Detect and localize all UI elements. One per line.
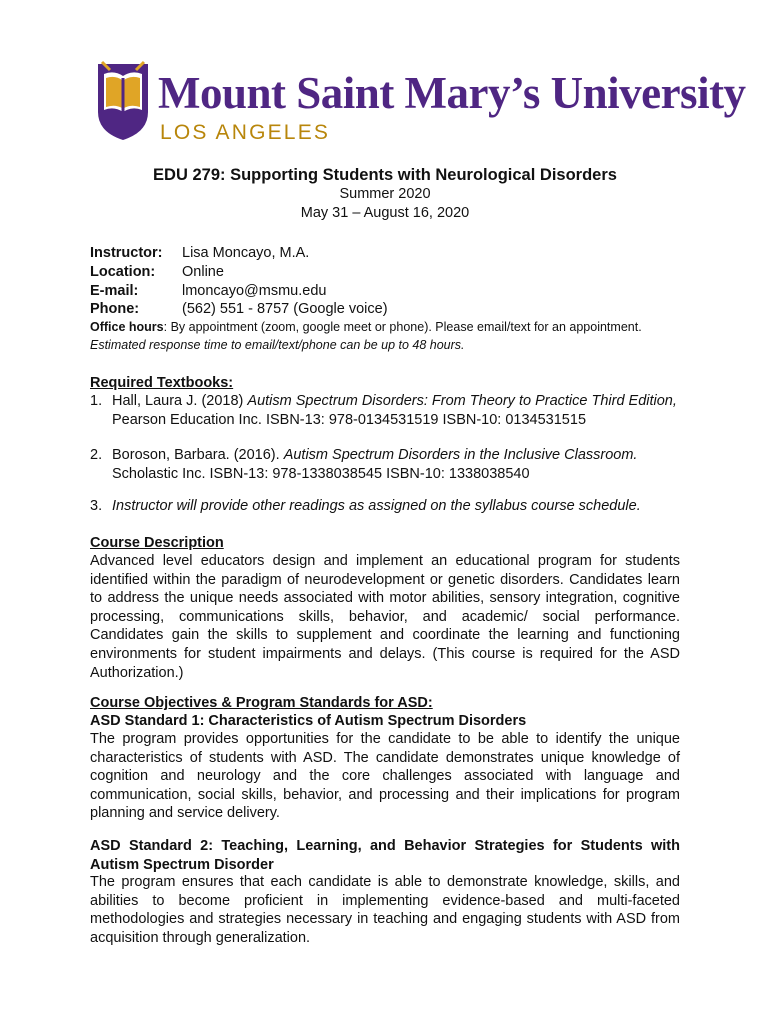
university-logo bbox=[94, 60, 746, 150]
objectives-heading-text: Course Objectives & Program Standards for ASD: bbox=[90, 695, 433, 711]
textbooks-heading-text: Required Textbooks: bbox=[90, 375, 234, 391]
textbook-item-2 bbox=[90, 446, 690, 483]
instructor-label: Instructor: bbox=[90, 245, 163, 261]
email-row bbox=[90, 282, 326, 301]
textbook-title: Autism Spectrum Disorders in the Inclusive Classroom. bbox=[283, 447, 638, 463]
textbook-note: Instructor will provide other readings as assigned on the syllabus course schedule. bbox=[112, 498, 641, 514]
textbook-author: Hall, Laura J. (2018) bbox=[112, 393, 248, 409]
phone-row bbox=[90, 300, 388, 319]
email-value[interactable]: lmoncayo@msmu.edu bbox=[182, 283, 327, 299]
textbook-publisher: Pearson Education Inc. ISBN-13: 978-0134531519 ISBN-10: 0134531515 bbox=[112, 411, 587, 428]
course-description-text: Advanced level educators design and implement an educational program for students identified within the paradigm of neurodevelopment or genetic disorders. Candidates learn to address the unique needs associated with motor abilities, sensory integration, cognitive processing, communications skills, behavior, and academic/ social performance. Candidates gain the skills to supplement and coordinate the learning and functioning environments for student impairments and delays. (This course is required for the ASD Authorization.) bbox=[90, 553, 680, 681]
instructor-row bbox=[90, 244, 309, 263]
course-dates: May 31 – August 16, 2020 bbox=[300, 205, 470, 221]
office-hours-text: : By appointment (zoom, google meet or phone). Please email/text for an appointment. bbox=[163, 320, 642, 334]
list-number: 3. bbox=[90, 498, 103, 514]
office-hours-note: Estimated response time to email/text/phone can be up to 48 hours. bbox=[90, 338, 465, 352]
standard-2-text: The program ensures that each candidate is able to demonstrate knowledge, skills, and abilities to become proficient in implementing evidence-based and multi-faceted methodologies and strategies necessary in teaching and engaging students with ASD from acquisition through generalization. bbox=[90, 874, 680, 946]
location-row bbox=[90, 263, 224, 282]
location-label: Location: bbox=[90, 264, 156, 280]
standard-1-text: The program provides opportunities for the candidate to be able to identify the unique characteristics of students with ASD. The candidate demonstrates unique knowledge of cognition and neurology and the core challenges associated with language and communication, social skills, behavior, and processing and their implications for program planning and service delivery. bbox=[90, 731, 680, 822]
objectives-heading bbox=[90, 694, 680, 713]
textbook-item-3 bbox=[90, 497, 690, 516]
phone-value: (562) 551 - 8757 (Google voice) bbox=[182, 301, 388, 317]
textbook-publisher: Scholastic Inc. ISBN-13: 978-1338038545 ISBN-10: 1338038540 bbox=[112, 465, 530, 482]
list-number: 2. bbox=[90, 447, 103, 463]
instructor-value: Lisa Moncayo, M.A. bbox=[182, 245, 310, 261]
phone-label: Phone: bbox=[90, 301, 140, 317]
university-shield-icon bbox=[94, 60, 152, 142]
textbook-item-1 bbox=[90, 392, 690, 429]
university-name: Mount Saint Mary’s University bbox=[158, 68, 746, 118]
textbook-title: Autism Spectrum Disorders: From Theory to Practice Third Edition, bbox=[247, 393, 677, 409]
course-description-heading-text: Course Description bbox=[90, 535, 224, 551]
office-hours bbox=[90, 318, 690, 354]
course-title: EDU 279: Supporting Students with Neurological Disorders bbox=[153, 166, 617, 184]
course-description-heading bbox=[90, 534, 680, 553]
textbooks-heading bbox=[90, 374, 680, 393]
standard-1-title: ASD Standard 1: Characteristics of Autism Spectrum Disorders bbox=[90, 713, 527, 729]
office-hours-label: Office hours bbox=[90, 320, 164, 334]
course-term: Summer 2020 bbox=[339, 186, 431, 202]
list-number: 1. bbox=[90, 393, 103, 409]
university-campus: LOS ANGELES bbox=[160, 121, 331, 144]
location-value: Online bbox=[182, 264, 224, 280]
email-label: E-mail: bbox=[90, 283, 139, 299]
standard-2-title: ASD Standard 2: Teaching, Learning, and Behavior Strategies for Students with Autism Spectrum Disorder bbox=[90, 838, 680, 873]
textbook-author: Boroson, Barbara. (2016). bbox=[112, 447, 284, 463]
